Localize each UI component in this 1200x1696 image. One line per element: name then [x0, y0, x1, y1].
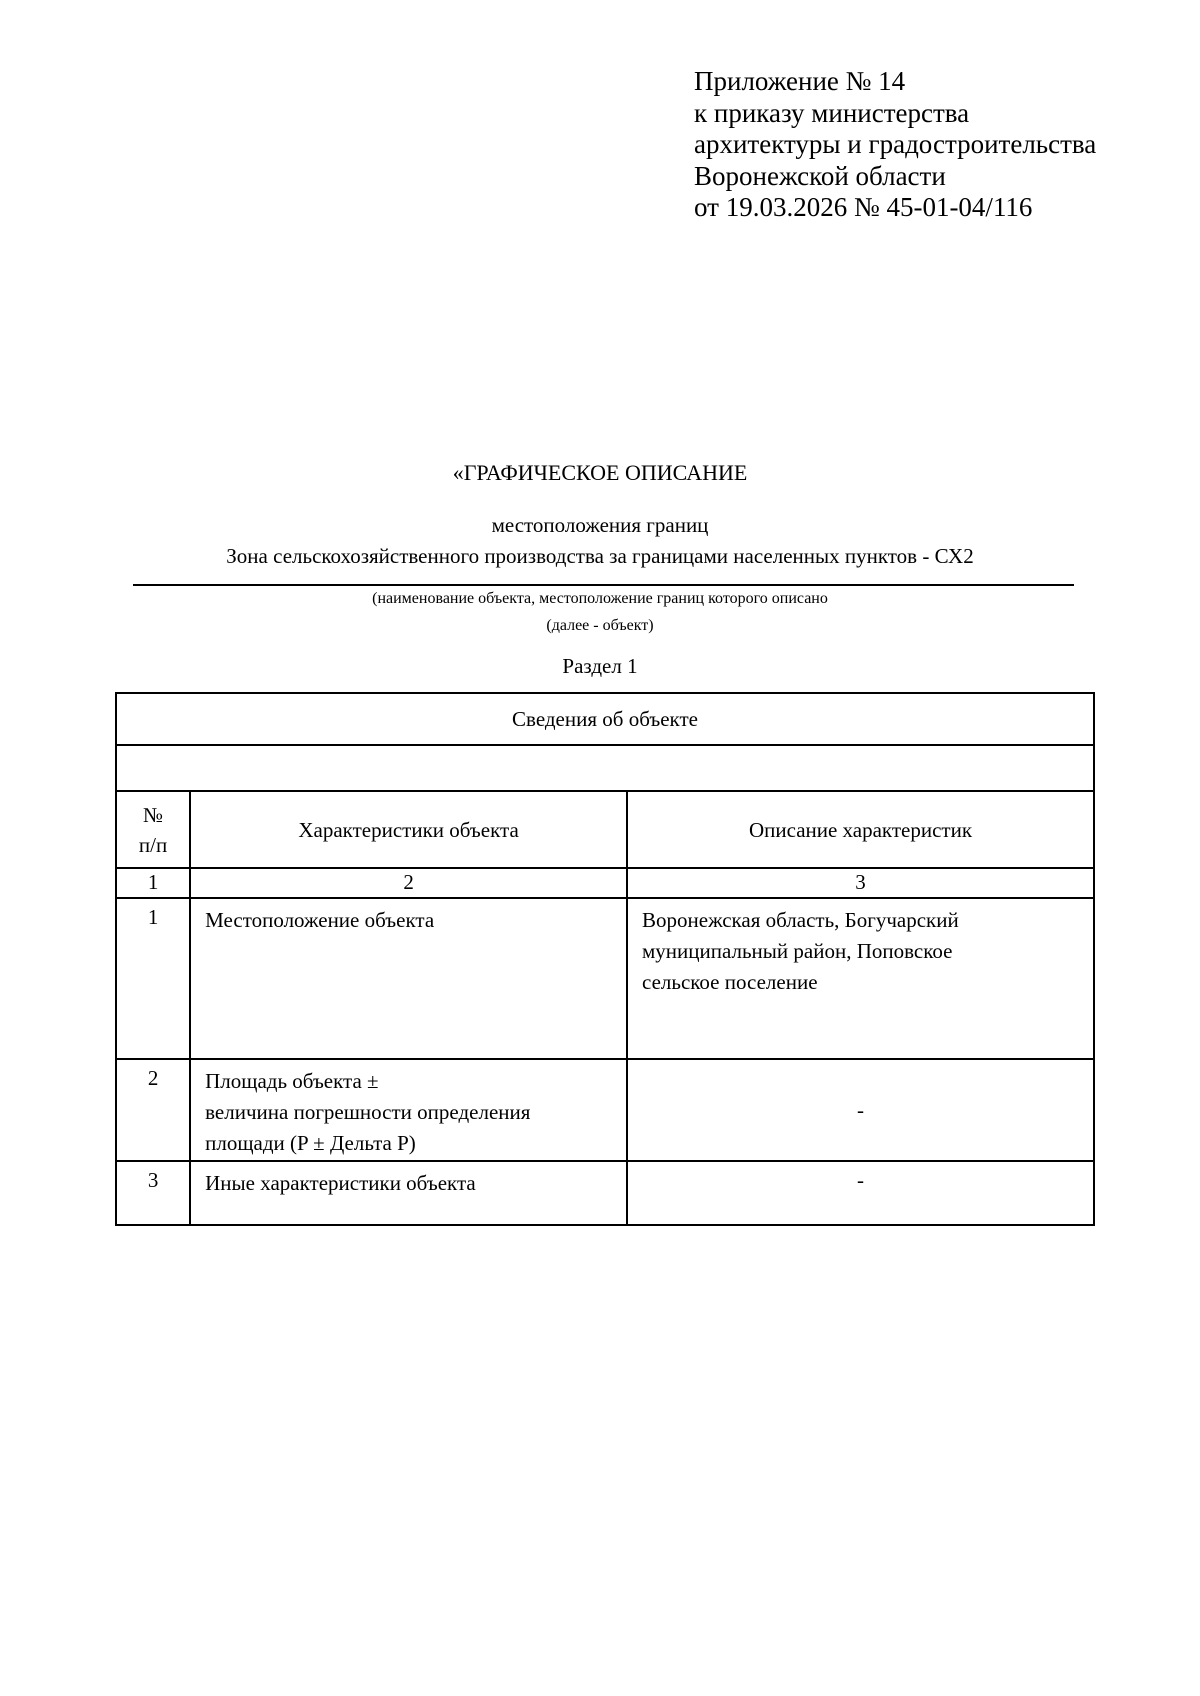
object-info-table [115, 692, 1095, 1226]
table-heading: Сведения об объекте [116, 693, 1094, 745]
row-characteristic [190, 1161, 627, 1225]
column-index-row [116, 868, 1094, 898]
row-characteristic [190, 898, 627, 1059]
column-header-characteristics: Характеристики объекта [190, 791, 627, 868]
appendix-block [694, 66, 1096, 224]
table-row [116, 898, 1094, 1059]
table-header-row [116, 791, 1094, 868]
column-index: 2 [190, 868, 627, 898]
row-number: 3 [116, 1161, 190, 1225]
row-description: - [627, 1059, 1094, 1161]
appendix-line: к приказу министерства [694, 97, 970, 128]
table-row [116, 1059, 1094, 1161]
table-empty-row [116, 745, 1094, 791]
row-number: 2 [116, 1059, 190, 1161]
object-name: Зона сельскохозяйственного производства за границами населенных пунктов - СХ2 [226, 544, 974, 568]
row-description-line: муниципальный район, Поповское [642, 939, 953, 963]
appendix-line: от 19.03.2026 № 45-01-04/116 [694, 192, 1033, 222]
appendix-line: архитектуры и градостроительства [694, 129, 1097, 159]
column-index: 1 [116, 868, 190, 898]
row-characteristic [190, 1059, 627, 1161]
row-characteristic-line: Иные характеристики объекта [205, 1171, 476, 1195]
row-characteristic-line: Местоположение объекта [205, 908, 435, 932]
section-title: Раздел 1 [562, 654, 638, 678]
object-name-caption-cont: (далее - объект) [546, 617, 654, 634]
object-name-underline [133, 584, 1074, 586]
row-description-line: Воронежская область, Богучарский [642, 908, 959, 932]
column-header-num-line2: п/п [138, 832, 168, 857]
column-header-num [116, 791, 190, 868]
document-title: «ГРАФИЧЕСКОЕ ОПИСАНИЕ [452, 460, 748, 485]
document-subtitle: местоположения границ [491, 513, 709, 537]
row-description [627, 898, 1094, 1059]
table-row [116, 1161, 1094, 1225]
object-name-caption: (наименование объекта, местоположение границ которого описано [372, 590, 828, 607]
row-description: - [627, 1161, 1094, 1225]
column-header-description: Описание характеристик [627, 791, 1094, 868]
row-characteristic-line: Площадь объекта ± [205, 1069, 379, 1093]
row-number: 1 [116, 898, 190, 1059]
column-header-num-line1: № [143, 802, 164, 827]
column-index: 3 [627, 868, 1094, 898]
appendix-line: Приложение № 14 [694, 66, 906, 96]
row-characteristic-line: величина погрешности определения [205, 1100, 531, 1124]
appendix-line: Воронежской области [694, 160, 946, 191]
row-description-line: сельское поселение [642, 970, 818, 994]
row-characteristic-line: площади (P ± Дельта P) [205, 1131, 416, 1155]
